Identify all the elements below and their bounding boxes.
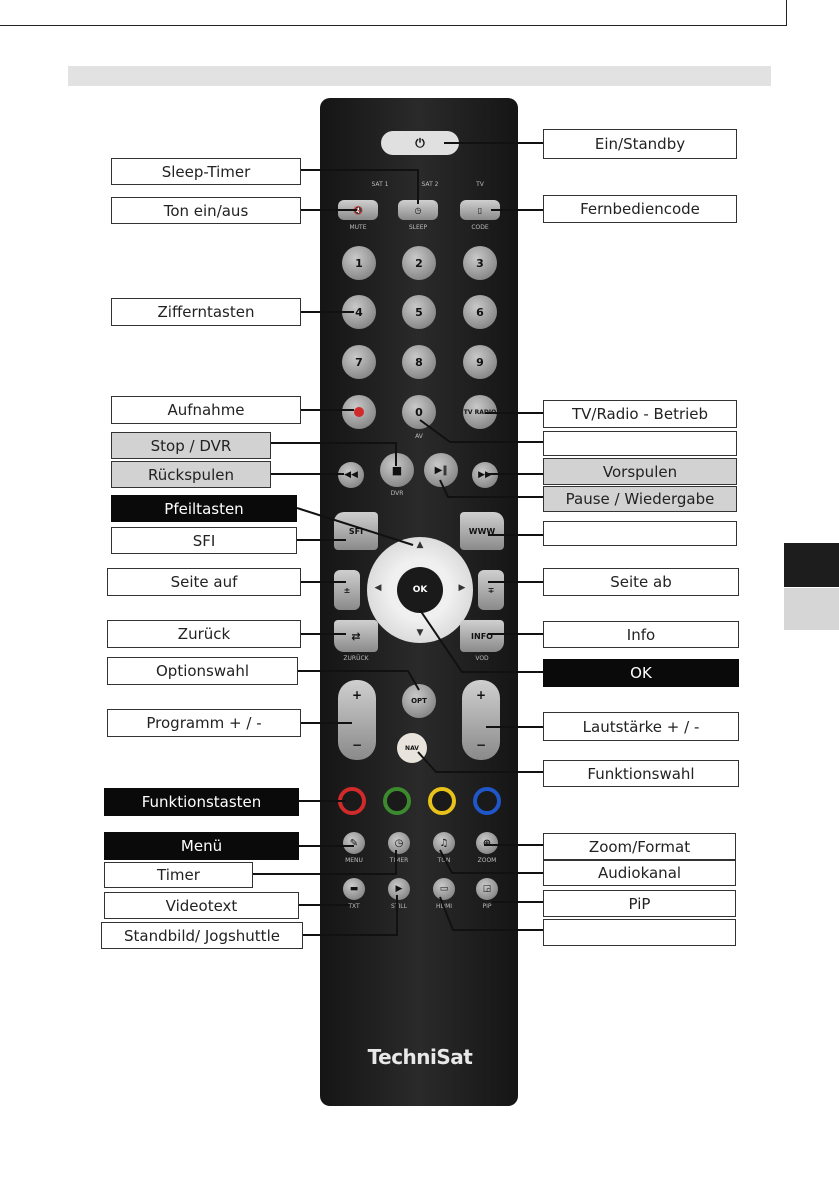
label-sleep-timer: Sleep-Timer	[111, 158, 301, 185]
label-stop-dvr: Stop / DVR	[111, 432, 271, 459]
label-funktionstasten: Funktionstasten	[104, 788, 299, 816]
red-key[interactable]	[338, 787, 366, 815]
stop-button[interactable]: ■	[380, 453, 414, 487]
label-blank-hdmi	[543, 919, 736, 946]
arrow-right-icon[interactable]: ▶	[458, 583, 466, 593]
label-zurueck: Zurück	[107, 620, 301, 648]
section-tab-active[interactable]	[784, 543, 839, 587]
digit-6-button[interactable]: 6	[463, 295, 497, 329]
page-down-button[interactable]: ∓	[478, 570, 504, 610]
plus-icon: +	[475, 688, 487, 702]
label-timer: Timer	[104, 862, 253, 888]
section-tab[interactable]	[784, 588, 839, 630]
menu-button[interactable]: ✎	[343, 832, 365, 854]
minus-icon: −	[351, 738, 363, 752]
arrow-left-icon[interactable]: ◀	[374, 583, 382, 593]
label-ton-ein-aus: Ton ein/aus	[111, 197, 301, 224]
minus-icon: −	[475, 738, 487, 752]
back-button[interactable]: ⇄	[334, 620, 378, 652]
timer-button[interactable]: ◷	[388, 832, 410, 854]
record-button[interactable]	[342, 395, 376, 429]
pip-label: PIP	[482, 903, 492, 910]
sfi-button[interactable]: SFI	[334, 512, 378, 550]
digit-8-button[interactable]: 8	[402, 345, 436, 379]
label-blank-www	[543, 521, 737, 546]
hdmi-label: HDMI	[435, 903, 453, 910]
pip-button[interactable]: ◲	[476, 878, 498, 900]
nav-button[interactable]: NAV	[397, 733, 427, 763]
label-zifferntasten: Zifferntasten	[111, 298, 301, 326]
label-blank-av	[543, 431, 737, 456]
av-label: AV	[415, 433, 423, 440]
menu-label: MENU	[345, 857, 363, 864]
arrow-down-icon[interactable]: ▼	[416, 628, 424, 638]
indicator-sat1: SAT 1	[371, 181, 389, 188]
zurueck-label: ZURÜCK	[343, 655, 369, 662]
label-sfi: SFI	[111, 527, 297, 554]
digit-4-button[interactable]: 4	[342, 295, 376, 329]
zoom-button[interactable]: ⊕	[476, 832, 498, 854]
vod-label: VOD	[475, 655, 489, 662]
mute-button[interactable]: 🔇	[338, 200, 378, 220]
label-ein-standby: Ein/Standby	[543, 129, 737, 159]
ton-label: TON	[437, 857, 451, 864]
label-programm: Programm + / -	[107, 709, 301, 737]
dvr-label: DVR	[390, 490, 404, 497]
label-ok: OK	[543, 659, 739, 687]
digit-5-button[interactable]: 5	[402, 295, 436, 329]
brand-logo: TechniSat	[367, 1045, 473, 1069]
digit-3-button[interactable]: 3	[463, 246, 497, 280]
label-audiokanal: Audiokanal	[543, 860, 736, 886]
label-pip: PiP	[543, 890, 736, 917]
label-pfeiltasten: Pfeiltasten	[111, 495, 297, 522]
still-label: STILL	[391, 903, 407, 910]
indicator-sat2: SAT 2	[421, 181, 439, 188]
label-funktionswahl: Funktionswahl	[543, 760, 739, 787]
label-info: Info	[543, 621, 739, 648]
label-lautstaerke: Lautstärke + / -	[543, 712, 739, 741]
record-icon	[354, 407, 364, 417]
ok-button[interactable]: OK	[397, 567, 443, 613]
label-vorspulen: Vorspulen	[543, 458, 737, 485]
rewind-button[interactable]: ◀◀	[338, 462, 364, 488]
digit-7-button[interactable]: 7	[342, 345, 376, 379]
label-fernbediencode: Fernbediencode	[543, 195, 737, 223]
plus-icon: +	[351, 688, 363, 702]
sleep-button[interactable]: ◷	[398, 200, 438, 220]
label-aufnahme: Aufnahme	[111, 396, 301, 424]
label-rueckspulen: Rückspulen	[111, 461, 271, 488]
www-button[interactable]: WWW	[460, 512, 504, 550]
blue-key[interactable]	[473, 787, 501, 815]
label-videotext: Videotext	[104, 892, 299, 919]
yellow-key[interactable]	[428, 787, 456, 815]
digit-9-button[interactable]: 9	[463, 345, 497, 379]
code-label: CODE	[471, 224, 489, 231]
page-up-button[interactable]: ±	[334, 570, 360, 610]
program-rocker[interactable]	[338, 680, 376, 760]
code-button[interactable]: ▯	[460, 200, 500, 220]
info-button[interactable]: INFO	[460, 620, 504, 652]
timer-label: TIMER	[389, 857, 409, 864]
tv-radio-button[interactable]: TV RADIO	[463, 395, 497, 429]
label-pause-wiedergabe: Pause / Wiedergabe	[543, 486, 737, 512]
label-seite-ab: Seite ab	[543, 568, 739, 596]
audio-button[interactable]: ♫	[433, 832, 455, 854]
txt-label: TXT	[348, 903, 360, 910]
opt-button[interactable]: OPT	[402, 684, 436, 718]
label-seite-auf: Seite auf	[107, 568, 301, 596]
header-bar	[68, 66, 771, 86]
mute-label: MUTE	[349, 224, 367, 231]
label-tv-radio: TV/Radio - Betrieb	[543, 400, 737, 428]
volume-rocker[interactable]	[462, 680, 500, 760]
corner-rule	[786, 0, 787, 26]
play-pause-button[interactable]: ▶‖	[424, 453, 458, 487]
sleep-label: SLEEP	[408, 224, 428, 231]
top-rule	[0, 25, 786, 26]
txt-button[interactable]: ▬	[343, 878, 365, 900]
label-optionswahl: Optionswahl	[107, 657, 298, 685]
label-zoom-format: Zoom/Format	[543, 833, 736, 860]
zoom-label: ZOOM	[477, 857, 497, 864]
fast-forward-button[interactable]: ▶▶	[472, 462, 498, 488]
hdmi-button[interactable]: ▭	[433, 878, 455, 900]
still-button[interactable]: ▶	[388, 878, 410, 900]
digit-2-button[interactable]: 2	[402, 246, 436, 280]
digit-1-button[interactable]: 1	[342, 246, 376, 280]
arrow-up-icon[interactable]: ▲	[416, 540, 424, 550]
indicator-tv: TV	[476, 181, 484, 188]
label-standbild: Standbild/ Jogshuttle	[101, 922, 303, 949]
label-menu: Menü	[104, 832, 299, 860]
digit-0-button[interactable]: 0	[402, 395, 436, 429]
green-key[interactable]	[383, 787, 411, 815]
power-button[interactable]: ⏻	[381, 131, 459, 155]
